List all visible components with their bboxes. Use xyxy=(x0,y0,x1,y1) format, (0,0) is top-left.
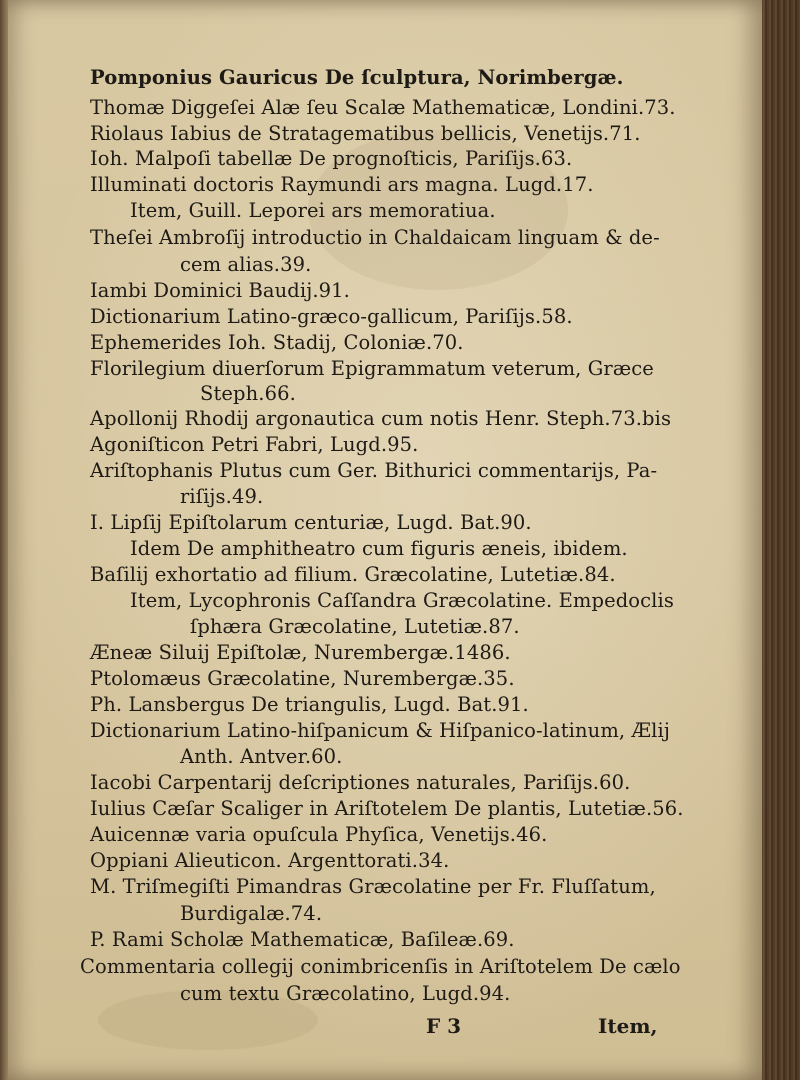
catalog-entry: Iulius Cæſar Scaliger in Ariſtotelem De plantis, Lutetiæ.56. xyxy=(90,797,684,820)
catalog-entry: Ptolomæus Græcolatine, Nurembergæ.35. xyxy=(90,667,515,690)
catalog-entry: Iacobi Carpentarij deſcriptiones naturales, Pariſijs.60. xyxy=(90,771,631,794)
catalog-entry: P. Rami Scholæ Mathematicæ, Baſileæ.69. xyxy=(90,928,515,951)
catalog-entry: Agoniſticon Petri Fabri, Lugd.95. xyxy=(90,433,419,456)
catalog-entry: Pomponius Gauricus De ſculptura, Norimbergæ. xyxy=(90,66,624,89)
catalog-entry: cum textu Græcolatino, Lugd.94. xyxy=(180,982,511,1005)
catalog-entry: Dictionarium Latino-hiſpanicum & Hiſpanico-latinum, Ælij xyxy=(90,719,670,742)
catalog-entry: Item, Lycophronis Caſſandra Græcolatine. Empedoclis xyxy=(130,589,674,612)
catchword: Item, xyxy=(598,1014,658,1038)
catalog-entry: Commentaria collegij conimbricenſis in Ariſtotelem De cælo xyxy=(80,955,681,978)
catalog-entry: Iambi Dominici Baudij.91. xyxy=(90,279,350,302)
catalog-entry: Apollonij Rhodij argonautica cum notis Henr. Steph.73.bis xyxy=(90,407,672,430)
catalog-text xyxy=(8,0,764,1080)
catalog-entry: Item, Guill. Leporei ars memoratiua. xyxy=(130,199,496,222)
catalog-entry: Oppiani Alieuticon. Argenttorati.34. xyxy=(90,849,450,872)
catalog-entry: riſijs.49. xyxy=(180,485,264,508)
catalog-entry: Florilegium diuerſorum Epigrammatum veterum, Græce xyxy=(90,357,654,380)
catalog-entry: Ioh. Malpoſi tabellæ De prognoſticis, Pariſijs.63. xyxy=(90,147,573,170)
catalog-entry: Baſilij exhortatio ad filium. Græcolatine, Lutetiæ.84. xyxy=(90,563,616,586)
catalog-entry: Burdigalæ.74. xyxy=(180,902,323,925)
catalog-entry: Steph.66. xyxy=(200,382,296,405)
catalog-entry: Riolaus Iabius de Stratagematibus bellicis, Venetijs.71. xyxy=(90,122,641,145)
catalog-entry: I. Lipſij Epiſtolarum centuriæ, Lugd. Bat.90. xyxy=(90,511,532,534)
catalog-entry: Auicennæ varia opuſcula Phyſica, Venetijs.46. xyxy=(90,823,548,846)
catalog-entry: M. Triſmegiſti Pimandras Græcolatine per Fr. Fluſſatum, xyxy=(90,875,656,898)
catalog-entry: Dictionarium Latino-græco-gallicum, Pariſijs.58. xyxy=(90,305,573,328)
catalog-entry: Theſei Ambroſij introductio in Chaldaicam linguam & de- xyxy=(90,226,660,249)
catalog-entry: ſphæra Græcolatine, Lutetiæ.87. xyxy=(190,615,520,638)
signature-mark: F 3 xyxy=(426,1014,462,1038)
catalog-entry: Ph. Lansbergus De triangulis, Lugd. Bat.91. xyxy=(90,693,529,716)
catalog-entry: Thomæ Diggeſei Alæ ſeu Scalæ Mathematicæ, Londini.73. xyxy=(90,96,676,119)
catalog-entry: Ariſtophanis Plutus cum Ger. Bithurici commentarijs, Pa- xyxy=(90,459,658,482)
page-edges xyxy=(762,0,800,1080)
page xyxy=(8,0,764,1080)
catalog-entry: Anth. Antver.60. xyxy=(180,745,343,768)
catalog-entry: Ephemerides Ioh. Stadij, Coloniæ.70. xyxy=(90,331,464,354)
catalog-entry: Illuminati doctoris Raymundi ars magna. Lugd.17. xyxy=(90,173,594,196)
catalog-entry: cem alias.39. xyxy=(180,253,312,276)
catalog-entry: Æneæ Siluij Epiſtolæ, Nurembergæ.1486. xyxy=(90,641,511,664)
catalog-entry: Idem De amphitheatro cum figuris æneis, ibidem. xyxy=(130,537,628,560)
